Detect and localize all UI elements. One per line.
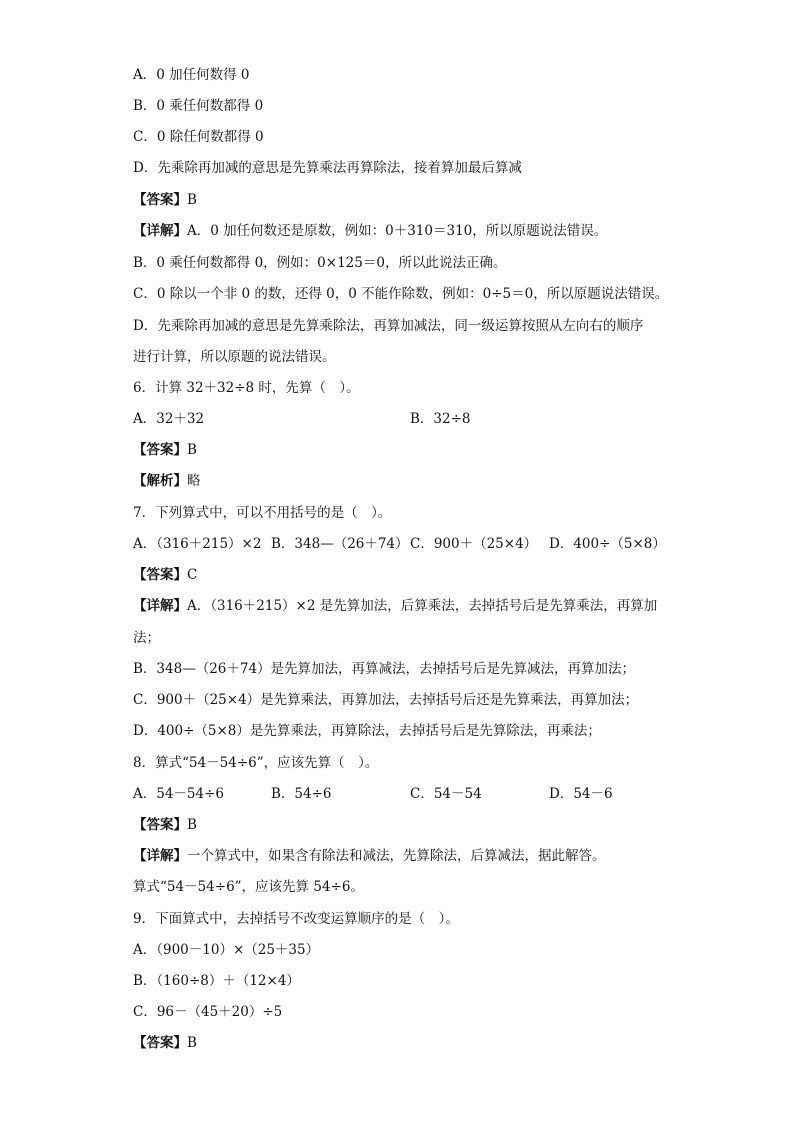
analysis-value: 略 xyxy=(187,473,201,489)
q9-option-b: B．（160÷8）＋（12×4） xyxy=(133,973,300,989)
q5-answer xyxy=(133,191,197,209)
answer-value: C xyxy=(187,567,198,583)
answer-tag: 【答案】 xyxy=(133,192,187,208)
q5-option-a: A．0 加任何数得 0 xyxy=(133,67,250,83)
explain-tag: 【详解】 xyxy=(133,598,187,614)
q7-explain-5: D．400÷（5×8）是先算乘法，再算除法，去掉括号后是先算除法，再乘法； xyxy=(133,723,601,739)
q5-explain-1 xyxy=(133,222,607,240)
explain-text: 一个算式中，如果含有除法和减法，先算除法，后算减法，据此解答。 xyxy=(187,848,606,864)
q7-answer xyxy=(133,566,197,584)
explain-text: A．（316＋215）×2 是先算加法，后算乘法，去掉括号后是先算乘法，再算加 xyxy=(187,598,658,614)
answer-value: B xyxy=(187,817,197,833)
q9-answer xyxy=(133,1034,197,1052)
answer-tag: 【答案】 xyxy=(133,567,187,583)
answer-tag: 【答案】 xyxy=(133,1035,187,1051)
q7-option-d: D．400÷（5×8） xyxy=(549,536,666,552)
q9-question: 9．下面算式中，去掉括号不改变运算顺序的是（ ）。 xyxy=(133,911,459,927)
q9-option-c: C．96－（45＋20）÷5 xyxy=(133,1004,283,1020)
q8-answer xyxy=(133,816,197,834)
q7-option-b: B．348—（26＋74） xyxy=(271,536,409,552)
q6-analysis xyxy=(133,472,201,490)
answer-tag: 【答案】 xyxy=(133,442,187,458)
q5-option-d: D．先乘除再加减的意思是先算乘法再算除法，接着算加最后算减 xyxy=(133,160,522,176)
q6-option-b: B．32÷8 xyxy=(410,411,471,427)
q7-explain-3: B．348—（26＋74）是先算加法，再算减法，去掉括号后是先算减法，再算加法； xyxy=(133,661,636,677)
answer-value: B xyxy=(187,442,197,458)
q6-answer xyxy=(133,441,197,459)
q5-explain-2: B．0 乘任何数都得 0，例如：0×125＝0，所以此说法正确。 xyxy=(133,255,507,271)
q9-option-a: A．（900－10）×（25＋35） xyxy=(133,942,320,958)
q8-explain-1 xyxy=(133,847,606,865)
q5-option-c: C．0 除任何数都得 0 xyxy=(133,129,264,145)
explain-tag: 【详解】 xyxy=(133,223,187,239)
q6-question: 6．计算 32＋32÷8 时，先算（ ）。 xyxy=(133,380,360,396)
answer-tag: 【答案】 xyxy=(133,817,187,833)
answer-value: B xyxy=(187,192,197,208)
q8-option-a: A．54－54÷6 xyxy=(133,786,225,802)
q8-question: 8．算式“54－54÷6”，应该先算（ ）。 xyxy=(133,755,379,771)
explain-text: A．0 加任何数还是原数，例如：0＋310＝310，所以原题说法错误。 xyxy=(187,223,608,239)
q7-explain-2: 法； xyxy=(133,630,160,646)
q8-option-c: C．54－54 xyxy=(410,786,482,802)
q8-explain-2: 算式“54－54÷6”，应该先算 54÷6。 xyxy=(133,879,364,895)
q5-explain-4: D．先乘除再加减的意思是先算乘除法，再算加减法，同一级运算按照从左向右的顺序 xyxy=(133,318,644,334)
q6-option-a: A．32＋32 xyxy=(133,411,205,427)
q7-option-a: A．（316＋215）×2 xyxy=(133,536,262,552)
q5-explain-3: C．0 除以一个非 0 的数，还得 0，0 不能作除数，例如：0÷5＝0，所以原题说法错误。 xyxy=(133,286,669,302)
q7-question: 7．下列算式中，可以不用括号的是（ ）。 xyxy=(133,505,392,521)
q8-option-d: D．54－6 xyxy=(549,786,613,802)
explain-tag: 【详解】 xyxy=(133,848,187,864)
q8-option-b: B．54÷6 xyxy=(271,786,332,802)
answer-value: B xyxy=(187,1035,197,1051)
q7-option-c: C．900＋（25×4） xyxy=(410,536,538,552)
q5-explain-5: 进行计算，所以原题的说法错误。 xyxy=(133,349,336,365)
analysis-tag: 【解析】 xyxy=(133,473,187,489)
q7-explain-1 xyxy=(133,597,657,615)
q7-explain-4: C．900＋（25×4）是先算乘法，再算加法，去掉括号后还是先算乘法，再算加法； xyxy=(133,692,639,708)
q5-option-b: B．0 乘任何数都得 0 xyxy=(133,98,264,114)
